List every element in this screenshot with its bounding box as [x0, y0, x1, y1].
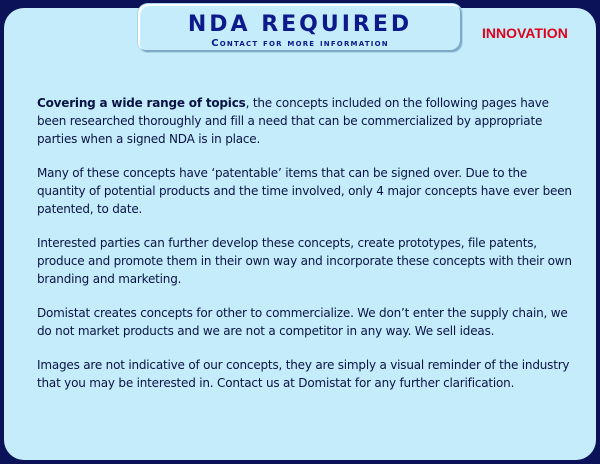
innovation-badge: INNOVATION — [482, 25, 568, 41]
paragraph-3: Interested parties can further develop these concepts, create prototypes, file patents, produce and promote them in their own way and incorporate these concepts with their own branding and marketing. — [37, 236, 572, 286]
header-tab — [138, 4, 462, 52]
lead-text: Covering a wide range of topics — [37, 96, 246, 110]
page-subtitle: Contact for more information — [211, 38, 389, 49]
paragraph-5: Images are not indicative of our concepts, they are simply a visual reminder of the industry that you may be interested in. Contact us at Domistat for any further clarification. — [37, 358, 570, 390]
page-title: NDA REQUIRED — [187, 12, 413, 37]
main-content — [37, 94, 573, 408]
paragraph-1-text: , the concepts included on the following pages have been researched thoroughly and fill a need that can be commercialized by appropriate parties when a signed NDA is in place. — [37, 96, 549, 146]
paragraph-2: Many of these concepts have ‘patentable’ items that can be signed over. Due to the quantity of potential products and the time involved, only 4 major concepts have ever been patented, to date. — [37, 166, 572, 216]
paragraph-4: Domistat creates concepts for other to commercialize. We don’t enter the supply chain, we do not market products and we are not a competitor in any way. We sell ideas. — [37, 306, 568, 338]
paragraph-1 — [37, 94, 573, 148]
